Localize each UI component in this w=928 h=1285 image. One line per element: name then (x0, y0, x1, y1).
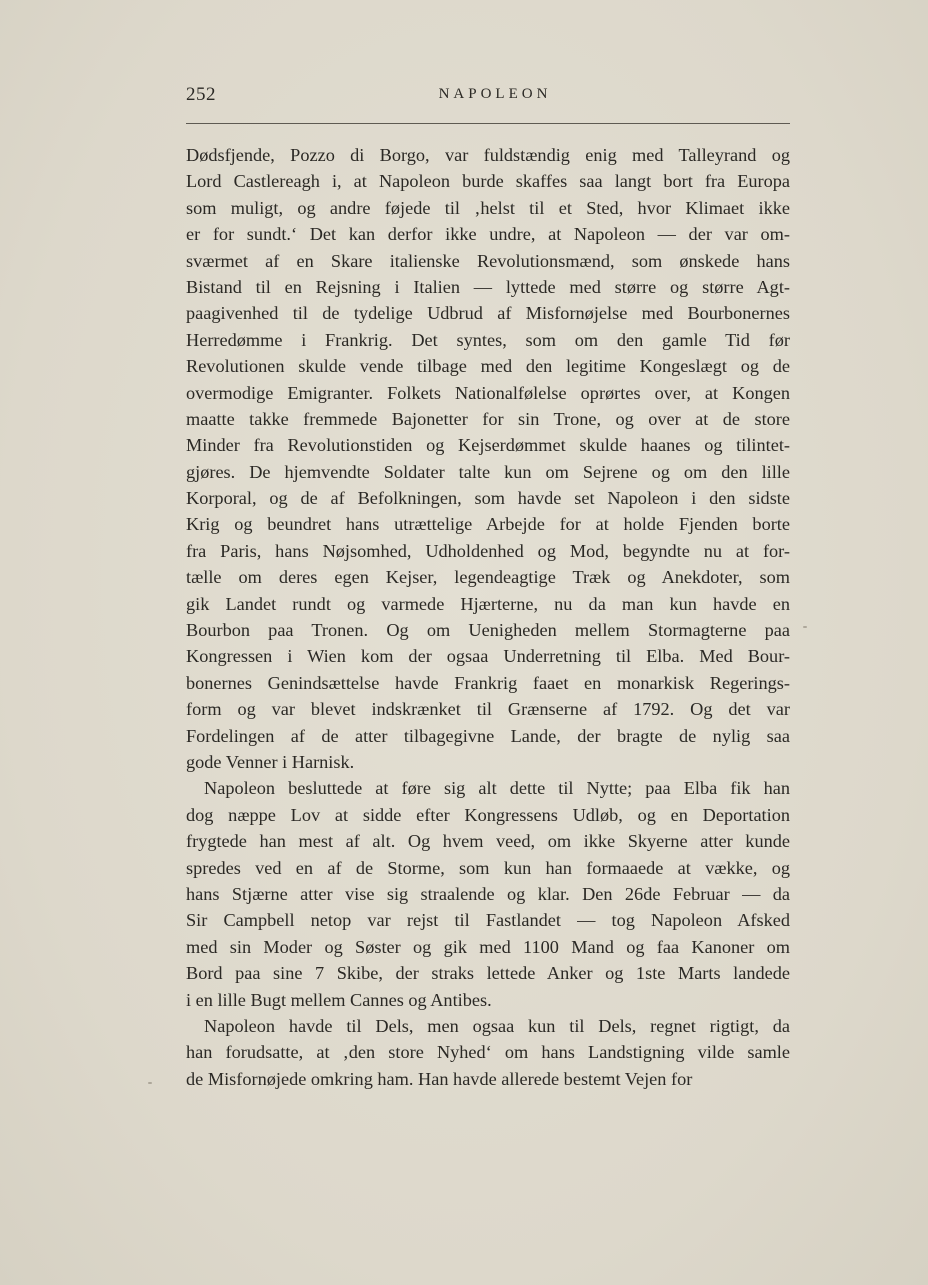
text-line: Dødsfjende, Pozzo di Borgo, var fuldstændig enig med Talleyrand og (186, 145, 790, 165)
text-line: Napoleon besluttede at føre sig alt dette til Nytte; paa Elba fik han (204, 778, 790, 799)
body-text (186, 142, 790, 1092)
text-line: Lord Castlereagh i, at Napoleon burde skaffes saa langt bort fra Europa (186, 171, 790, 192)
header-rule (186, 123, 790, 124)
text-line: Fordelingen af de atter tilbagegivne Lande, der bragte de nylig saa (186, 725, 790, 746)
text-line: Bistand til en Rejsning i Italien — lyttede med større og større Agt- (186, 276, 790, 297)
text-line: gjøres. De hjemvendte Soldater talte kun om Sejrene og om den lille (186, 461, 790, 482)
text-line: spredes ved en af de Storme, som kun han formaaede at vække, og (186, 857, 790, 878)
paragraph (186, 1013, 790, 1092)
text-line: maatte takke fremmede Bajonetter for sin Trone, og over at de store (186, 408, 790, 429)
text-line: Korporal, og de af Befolkningen, som havde set Napoleon i den sidste (186, 488, 790, 509)
text-line: gik Landet rundt og varmede Hjærterne, nu da man kun havde en (186, 593, 790, 614)
text-line: han forudsatte, at ‚den store Nyhed‘ om hans Landstigning vilde samle (186, 1042, 790, 1063)
text-line: bonernes Genindsættelse havde Frankrig faaet en monarkisk Regerings- (186, 672, 790, 693)
text-line: form og var blevet indskrænket til Grænserne af 1792. Og det var (186, 699, 790, 720)
text-line: de Misfornøjede omkring ham. Han havde allerede bestemt Vejen for (186, 1068, 693, 1089)
text-line: Minder fra Revolutionstiden og Kejserdømmet skulde haanes og tilintet- (186, 435, 790, 456)
text-line: med sin Moder og Søster og gik med 1100 Mand og faa Kanoner om (186, 936, 790, 957)
page-number: 252 (186, 84, 216, 105)
text-line: hans Stjærne atter vise sig straalende og klar. Den 26de Februar — da (186, 883, 790, 904)
scan-speck (803, 626, 807, 628)
text-line: er for sundt.‘ Det kan derfor ikke undre, at Napoleon — der var om- (186, 224, 790, 245)
paragraph (186, 775, 790, 1013)
text-line: Sir Campbell netop var rejst til Fastlandet — tog Napoleon Afsked (186, 910, 790, 931)
text-line: tælle om deres egen Kejser, legendeagtige Træk og Anekdoter, som (186, 567, 790, 588)
scan-speck (148, 1082, 152, 1084)
text-line: Krig og beundret hans utrættelige Arbejde for at holde Fjenden borte (186, 514, 790, 535)
text-line: fra Paris, hans Nøjsomhed, Udholdenhed og Mod, begyndte nu at for- (186, 540, 790, 561)
text-line: sværmet af en Skare italienske Revolutionsmænd, som ønskede hans (186, 250, 790, 271)
text-line: Bourbon paa Tronen. Og om Uenigheden mellem Stormagterne paa (186, 620, 790, 641)
page-header (186, 84, 790, 108)
text-line: i en lille Bugt mellem Cannes og Antibes. (186, 989, 492, 1010)
text-line: Kongressen i Wien kom der ogsaa Underretning til Elba. Med Bour- (186, 646, 790, 667)
paragraph (186, 142, 790, 775)
text-line: Napoleon havde til Dels, men ogsaa kun til Dels, regnet rigtigt, da (204, 1015, 790, 1036)
running-title: NAPOLEON (438, 86, 552, 102)
text-line: frygtede han mest af alt. Og hvem veed, om ikke Skyerne atter kunde (186, 831, 790, 852)
text-line: Herredømme i Frankrig. Det syntes, som om den gamle Tid før (186, 329, 790, 350)
text-line: paagivenhed til de tydelige Udbrud af Misfornøjelse med Bourbonernes (186, 303, 790, 324)
text-line: som muligt, og andre føjede til ‚helst til et Sted, hvor Klimaet ikke (186, 197, 790, 218)
text-line: overmodige Emigranter. Folkets Nationalfølelse oprørtes over, at Kongen (186, 382, 790, 403)
text-line: Bord paa sine 7 Skibe, der straks lettede Anker og 1ste Marts landede (186, 963, 790, 984)
text-line: dog næppe Lov at sidde efter Kongressens Udløb, og en Deportation (186, 804, 790, 825)
text-line: Revolutionen skulde vende tilbage med den legitime Kongeslægt og de (186, 356, 790, 377)
text-line: gode Venner i Harnisk. (186, 751, 355, 772)
